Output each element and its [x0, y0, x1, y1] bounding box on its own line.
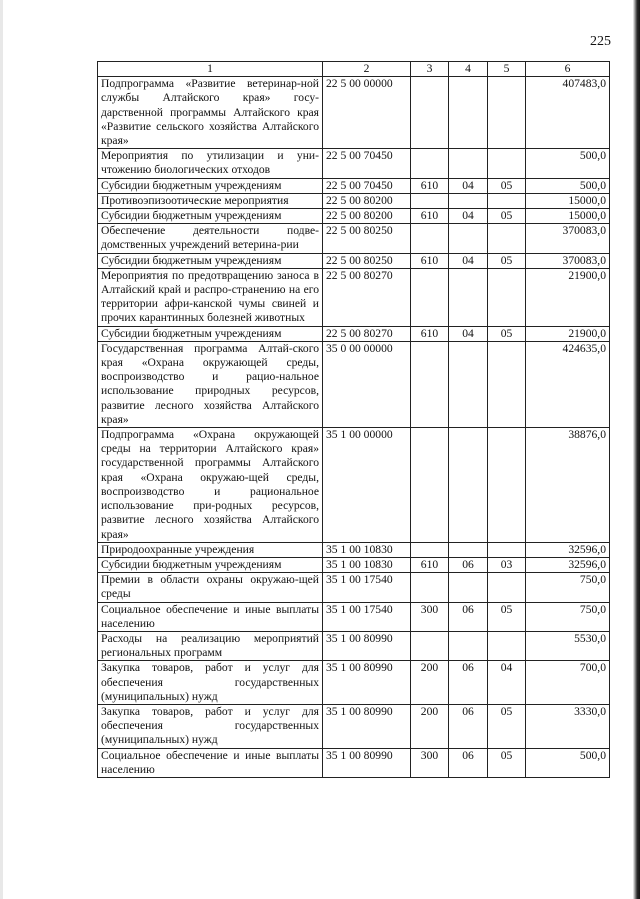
row-expense-type: 200 — [411, 661, 449, 705]
row-name: Субсидии бюджетным учреждениям — [98, 209, 323, 224]
row-amount: 500,0 — [526, 178, 610, 193]
table-row — [98, 77, 610, 149]
row-code: 35 1 00 00000 — [323, 428, 411, 543]
table-row — [98, 602, 610, 631]
row-amount: 32596,0 — [526, 557, 610, 572]
row-code: 22 5 00 80200 — [323, 209, 411, 224]
row-subsection: 05 — [488, 178, 526, 193]
row-section — [449, 224, 488, 253]
table-row — [98, 209, 610, 224]
row-amount: 500,0 — [526, 748, 610, 777]
row-expense-type: 610 — [411, 178, 449, 193]
table-row — [98, 661, 610, 705]
row-code: 22 5 00 80250 — [323, 253, 411, 268]
row-expense-type — [411, 428, 449, 543]
row-section — [449, 193, 488, 208]
row-expense-type — [411, 573, 449, 602]
row-amount: 370083,0 — [526, 253, 610, 268]
row-subsection: 05 — [488, 326, 526, 341]
header-col-3: 3 — [411, 62, 449, 77]
row-amount: 500,0 — [526, 149, 610, 178]
row-name: Социальное обеспечение и иные выплаты населению — [98, 748, 323, 777]
row-amount: 750,0 — [526, 573, 610, 602]
row-name: Мероприятия по утилизации и уни-чтожению биологических отходов — [98, 149, 323, 178]
row-name: Субсидии бюджетным учреждениям — [98, 178, 323, 193]
row-code: 35 0 00 00000 — [323, 341, 411, 427]
row-expense-type: 200 — [411, 704, 449, 748]
row-subsection: 05 — [488, 209, 526, 224]
row-name: Подпрограмма «Охрана окружающей среды на территории Алтайского края» государственной программы Алтайского края «Охрана окружаю-щей среды, воспроизводство и рациональное использование при-родных ресурсов, развитие лесного хозяйства Алтайского края» — [98, 428, 323, 543]
row-section: 06 — [449, 661, 488, 705]
row-code: 22 5 00 70450 — [323, 149, 411, 178]
row-section — [449, 77, 488, 149]
row-name: Субсидии бюджетным учреждениям — [98, 326, 323, 341]
row-subsection: 04 — [488, 661, 526, 705]
row-amount: 5530,0 — [526, 631, 610, 660]
table-row — [98, 428, 610, 543]
row-amount: 424635,0 — [526, 341, 610, 427]
row-subsection — [488, 149, 526, 178]
row-amount: 370083,0 — [526, 224, 610, 253]
row-subsection — [488, 428, 526, 543]
row-expense-type: 300 — [411, 602, 449, 631]
row-expense-type — [411, 193, 449, 208]
row-expense-type — [411, 268, 449, 326]
row-code: 35 1 00 17540 — [323, 573, 411, 602]
row-subsection: 05 — [488, 602, 526, 631]
row-amount: 32596,0 — [526, 542, 610, 557]
row-expense-type — [411, 631, 449, 660]
row-expense-type — [411, 542, 449, 557]
table-row — [98, 573, 610, 602]
row-amount: 38876,0 — [526, 428, 610, 543]
table-row — [98, 748, 610, 777]
row-subsection: 03 — [488, 557, 526, 572]
row-name: Подпрограмма «Развитие ветеринар-ной службы Алтайского края» госу-дарственной программы Алтайского края «Развитие сельского хозяйства Алтайского края» — [98, 77, 323, 149]
table-row — [98, 341, 610, 427]
row-section: 06 — [449, 557, 488, 572]
row-name: Субсидии бюджетным учреждениям — [98, 253, 323, 268]
row-section — [449, 428, 488, 543]
row-section: 06 — [449, 602, 488, 631]
row-subsection — [488, 268, 526, 326]
row-code: 35 1 00 80990 — [323, 748, 411, 777]
row-amount: 700,0 — [526, 661, 610, 705]
row-section: 06 — [449, 748, 488, 777]
row-expense-type: 610 — [411, 557, 449, 572]
row-section — [449, 573, 488, 602]
row-subsection — [488, 224, 526, 253]
table-row — [98, 704, 610, 748]
row-expense-type — [411, 149, 449, 178]
row-amount: 750,0 — [526, 602, 610, 631]
row-section: 04 — [449, 326, 488, 341]
table-row — [98, 224, 610, 253]
row-name: Премии в области охраны окружаю-щей среды — [98, 573, 323, 602]
row-name: Мероприятия по предотвращению заноса в Алтайский край и распро-странению на его территории афри-канской чумы свиней и прочих карантинных болезней животных — [98, 268, 323, 326]
table-body — [98, 77, 610, 778]
row-expense-type: 300 — [411, 748, 449, 777]
row-subsection — [488, 193, 526, 208]
table-row — [98, 253, 610, 268]
table-row — [98, 542, 610, 557]
row-code: 35 1 00 80990 — [323, 631, 411, 660]
budget-table — [97, 61, 610, 778]
row-section: 04 — [449, 209, 488, 224]
row-subsection: 05 — [488, 253, 526, 268]
scan-right-edge — [633, 0, 640, 899]
row-section — [449, 268, 488, 326]
table-row — [98, 178, 610, 193]
row-section: 04 — [449, 253, 488, 268]
row-amount: 21900,0 — [526, 326, 610, 341]
row-expense-type — [411, 224, 449, 253]
row-code: 22 5 00 80270 — [323, 326, 411, 341]
row-code: 35 1 00 10830 — [323, 542, 411, 557]
row-section — [449, 542, 488, 557]
row-section — [449, 341, 488, 427]
table-row — [98, 149, 610, 178]
header-col-4: 4 — [449, 62, 488, 77]
row-code: 22 5 00 00000 — [323, 77, 411, 149]
header-col-2: 2 — [323, 62, 411, 77]
table-row — [98, 557, 610, 572]
row-subsection — [488, 631, 526, 660]
page-number: 225 — [590, 34, 611, 49]
table-header-row — [98, 62, 610, 77]
row-expense-type: 610 — [411, 326, 449, 341]
row-code: 22 5 00 80250 — [323, 224, 411, 253]
table-row — [98, 631, 610, 660]
row-code: 22 5 00 80270 — [323, 268, 411, 326]
header-col-1: 1 — [98, 62, 323, 77]
row-amount: 3330,0 — [526, 704, 610, 748]
row-subsection — [488, 341, 526, 427]
row-code: 35 1 00 10830 — [323, 557, 411, 572]
row-amount: 15000,0 — [526, 193, 610, 208]
row-code: 35 1 00 80990 — [323, 661, 411, 705]
row-name: Субсидии бюджетным учреждениям — [98, 557, 323, 572]
row-code: 35 1 00 80990 — [323, 704, 411, 748]
table-row — [98, 326, 610, 341]
row-subsection: 05 — [488, 748, 526, 777]
table-row — [98, 193, 610, 208]
header-col-6: 6 — [526, 62, 610, 77]
row-expense-type — [411, 341, 449, 427]
row-subsection: 05 — [488, 704, 526, 748]
row-name: Расходы на реализацию мероприятий региональных программ — [98, 631, 323, 660]
row-name: Социальное обеспечение и иные выплаты населению — [98, 602, 323, 631]
header-col-5: 5 — [488, 62, 526, 77]
row-expense-type: 610 — [411, 209, 449, 224]
scan-left-margin — [0, 0, 3, 899]
row-subsection — [488, 542, 526, 557]
row-section — [449, 631, 488, 660]
row-name: Закупка товаров, работ и услуг для обеспечения государственных (муниципальных) нужд — [98, 704, 323, 748]
row-code: 22 5 00 80200 — [323, 193, 411, 208]
row-expense-type — [411, 77, 449, 149]
row-name: Обеспечение деятельности подве-домственных учреждений ветерина-рии — [98, 224, 323, 253]
row-name: Природоохранные учреждения — [98, 542, 323, 557]
row-subsection — [488, 573, 526, 602]
row-section — [449, 149, 488, 178]
row-code: 22 5 00 70450 — [323, 178, 411, 193]
table-row — [98, 268, 610, 326]
row-amount: 407483,0 — [526, 77, 610, 149]
row-amount: 21900,0 — [526, 268, 610, 326]
row-name: Противоэпизоотические мероприятия — [98, 193, 323, 208]
row-section: 06 — [449, 704, 488, 748]
row-name: Государственная программа Алтай-ского края «Охрана окружающей среды, воспроизводство и рацио-нальное использование природных ресурсов, развитие лесного хозяйства Алтайского края» — [98, 341, 323, 427]
row-amount: 15000,0 — [526, 209, 610, 224]
row-section: 04 — [449, 178, 488, 193]
row-code: 35 1 00 17540 — [323, 602, 411, 631]
row-subsection — [488, 77, 526, 149]
row-name: Закупка товаров, работ и услуг для обеспечения государственных (муниципальных) нужд — [98, 661, 323, 705]
row-expense-type: 610 — [411, 253, 449, 268]
